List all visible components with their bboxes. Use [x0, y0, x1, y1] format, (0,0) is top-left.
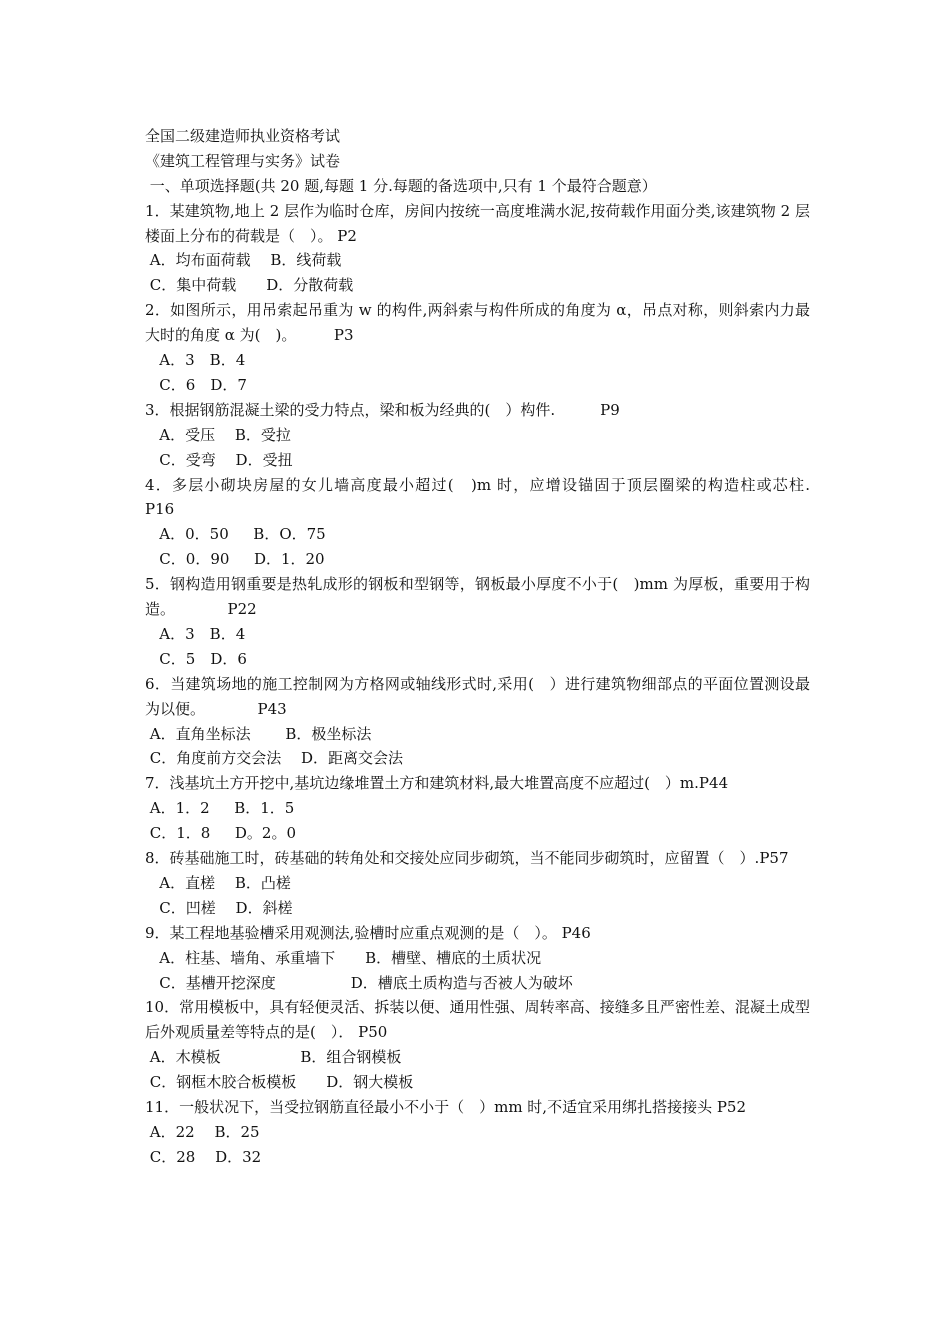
question-options: C．0．90 D．1．20 — [145, 550, 325, 569]
question-options: C．集中荷载 D．分散荷载 — [145, 276, 354, 295]
exam-subtitle: 《建筑工程管理与实务》试卷 — [145, 151, 341, 170]
document-page — [145, 124, 856, 1170]
question-3 — [145, 398, 810, 473]
question-options: C．受弯 D．受扭 — [145, 450, 293, 469]
question-stem: 6．当建筑场地的施工控制网为方格网或轴线形式时,采用( ）进行建筑物细部点的平面位置测设最为以便。 P43 — [145, 674, 810, 718]
question-stem: 3．根据钢筋混凝土梁的受力特点，梁和板为经典的( ）构件. P9 — [145, 400, 620, 419]
question-options: A．均布面荷载 B．线荷载 — [145, 251, 342, 270]
question-stem: 5．钢构造用钢重要是热轧成形的钢板和型钢等，钢板最小厚度不小于( )mm 为厚板，重要用于构造。 P22 — [145, 575, 810, 619]
question-4 — [145, 473, 856, 573]
question-stem: 8．砖基础施工时，砖基础的转角处和交接处应同步砌筑，当不能同步砌筑时，应留置（ ）.P57 — [145, 849, 789, 868]
question-9 — [145, 921, 810, 996]
question-5 — [145, 572, 810, 672]
question-7 — [145, 771, 810, 846]
question-options: C．5 D．6 — [145, 649, 247, 668]
question-10 — [145, 995, 810, 1095]
question-options: C．1．8 D。2。0 — [145, 824, 296, 843]
question-options: C．6 D．7 — [145, 375, 247, 394]
question-options: A．1．2 B．1．5 — [145, 799, 295, 818]
question-options: C．28 D．32 — [145, 1147, 262, 1166]
question-options: A．受压 B．受拉 — [145, 425, 291, 444]
question-stem: 9．某工程地基验槽采用观测法,验槽时应重点观测的是（ ）。 P46 — [145, 923, 591, 942]
question-options: A．木模板 B．组合钢模板 — [145, 1048, 402, 1067]
question-stem: 1．某建筑物,地上 2 层作为临时仓库，房间内按统一高度堆满水泥,按荷载作用面分类,该建筑物 2 层楼面上分布的荷载是（ ）。 P2 — [145, 201, 810, 245]
question-options: A．直角坐标法 B．极坐标法 — [145, 724, 372, 743]
question-11 — [145, 1095, 810, 1170]
question-8 — [145, 846, 810, 921]
question-stem: 2．如图所示，用吊索起吊重为 w 的构件,两斜索与构件所成的角度为 α，吊点对称，则斜索内力最大时的角度 α 为( )。 P3 — [145, 301, 810, 345]
exam-title: 全国二级建造师执业资格考试 — [145, 127, 341, 145]
question-options: A．柱基、墙角、承重墙下 B．槽壁、槽底的土质状况 — [145, 948, 542, 967]
question-options: A．直槎 B．凸槎 — [145, 873, 291, 892]
question-6 — [145, 672, 810, 772]
question-stem: 4．多层小砌块房屋的女儿墙高度最小超过( )m 时，应增设锚固于顶层圈梁的构造柱或芯柱. P16 — [145, 475, 856, 519]
question-options: C．凹槎 D．斜槎 — [145, 898, 293, 917]
question-stem: 11．一般状况下，当受拉钢筋直径最小不小于（ ）mm 时,不适宜采用绑扎搭接接头 P52 — [145, 1097, 747, 1116]
question-options: C．基槽开挖深度 D．槽底土质构造与否被人为破坏 — [145, 973, 573, 992]
question-options: C．钢框木胶合板模板 D．钢大模板 — [145, 1073, 414, 1092]
question-options: A．3 B．4 — [145, 351, 246, 370]
question-options: C．角度前方交会法 D．距离交会法 — [145, 749, 404, 768]
question-2 — [145, 298, 810, 398]
question-options: A．22 B．25 — [145, 1122, 260, 1141]
question-stem: 10．常用模板中，具有轻便灵活、拆装以便、通用性强、周转率高、接缝多且严密性差、混凝土成型后外观质量差等特点的是( ）． P50 — [145, 998, 810, 1042]
question-1 — [145, 199, 810, 299]
question-stem: 7．浅基坑土方开挖中,基坑边缘堆置土方和建筑材料,最大堆置高度不应超过( ）m.P44 — [145, 774, 729, 793]
question-options: A．0．50 B．O．75 — [145, 525, 326, 544]
question-options: A．3 B．4 — [145, 624, 246, 643]
section-heading: 一、单项选择题(共 20 题,每题 1 分.每题的备选项中,只有 1 个最符合题意） — [145, 176, 657, 195]
